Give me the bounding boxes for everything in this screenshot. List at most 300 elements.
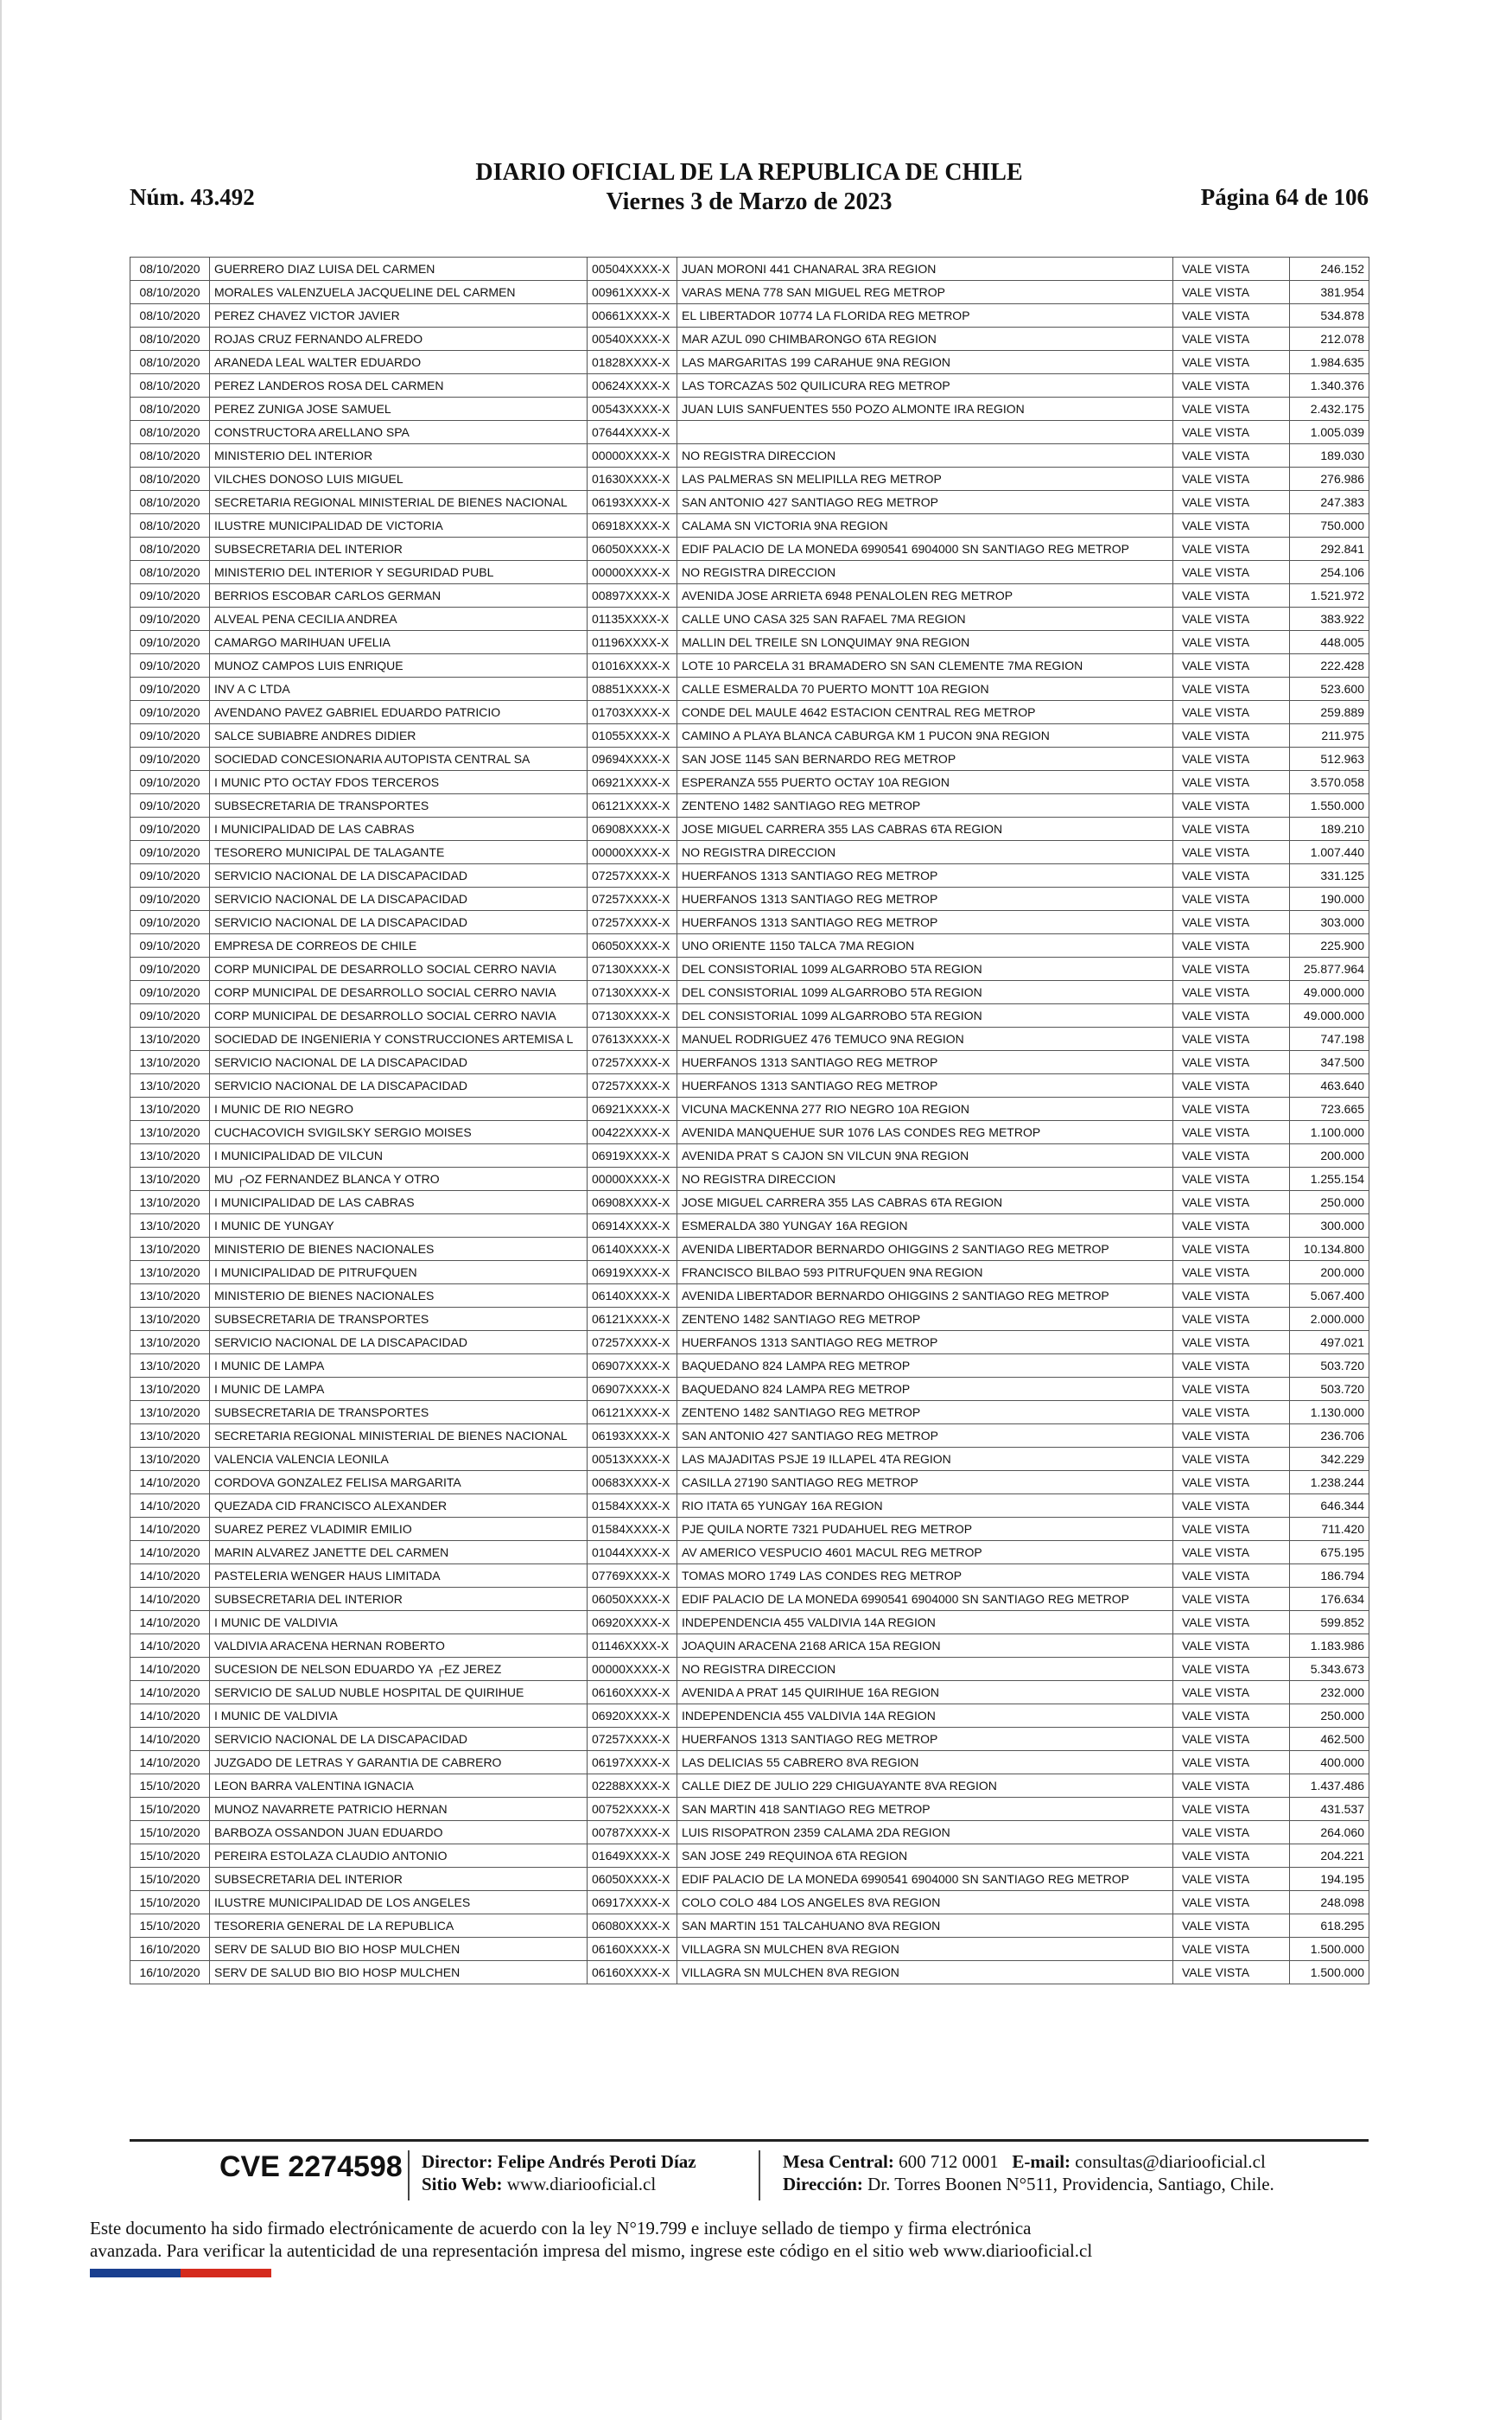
beneficiary-cell: MINISTERIO DEL INTERIOR [210,444,588,468]
amount-cell: 232.000 [1290,1681,1369,1704]
amount-cell: 1.437.486 [1290,1774,1369,1798]
beneficiary-cell: TESORERIA GENERAL DE LA REPUBLICA [210,1914,588,1938]
address-cell: CALLE ESMERALDA 70 PUERTO MONTT 10A REGION [677,678,1173,701]
beneficiary-cell: CORDOVA GONZALEZ FELISA MARGARITA [210,1471,588,1494]
address-cell: LAS TORCAZAS 502 QUILICURA REG METROP [677,374,1173,398]
date-cell: 08/10/2020 [130,491,210,514]
table-row [130,1844,1369,1868]
payment-type-cell: VALE VISTA [1173,1634,1290,1658]
address-cell: SAN MARTIN 151 TALCAHUANO 8VA REGION [677,1914,1173,1938]
beneficiary-cell: I MUNICIPALIDAD DE LAS CABRAS [210,1191,588,1214]
footer-contact-block [783,2150,1274,2195]
date-cell: 13/10/2020 [130,1191,210,1214]
payment-type-cell: VALE VISTA [1173,1611,1290,1634]
table-row [130,724,1369,748]
payment-type-cell: VALE VISTA [1173,1121,1290,1144]
rut-cell: 06919XXXX-X [588,1261,677,1284]
rut-cell: 06907XXXX-X [588,1378,677,1401]
address-line [783,2173,1274,2195]
table-row [130,841,1369,864]
address-label: Dirección: [783,2174,863,2194]
payment-type-cell: VALE VISTA [1173,281,1290,304]
date-cell: 13/10/2020 [130,1424,210,1448]
rut-cell: 06908XXXX-X [588,1191,677,1214]
payment-type-cell: VALE VISTA [1173,1214,1290,1238]
address-cell: HUERFANOS 1313 SANTIAGO REG METROP [677,911,1173,934]
table-row [130,398,1369,421]
date-cell: 13/10/2020 [130,1214,210,1238]
payment-type-cell: VALE VISTA [1173,444,1290,468]
date-cell: 08/10/2020 [130,444,210,468]
address-cell: ESMERALDA 380 YUNGAY 16A REGION [677,1214,1173,1238]
address-cell: EDIF PALACIO DE LA MONEDA 6990541 6904000 SN SANTIAGO REG METROP [677,1868,1173,1891]
payment-type-cell: VALE VISTA [1173,351,1290,374]
rut-cell: 09694XXXX-X [588,748,677,771]
date-cell: 09/10/2020 [130,794,210,818]
address-cell: AVENIDA A PRAT 145 QUIRIHUE 16A REGION [677,1681,1173,1704]
table-row [130,1611,1369,1634]
amount-cell: 1.238.244 [1290,1471,1369,1494]
address-cell: VARAS MENA 778 SAN MIGUEL REG METROP [677,281,1173,304]
beneficiary-cell: SUCESION DE NELSON EDUARDO YA ┌EZ JEREZ [210,1658,588,1681]
beneficiary-cell: ARANEDA LEAL WALTER EDUARDO [210,351,588,374]
table-row [130,1681,1369,1704]
payment-type-cell: VALE VISTA [1173,1494,1290,1518]
payment-type-cell: VALE VISTA [1173,1728,1290,1751]
amount-cell: 189.210 [1290,818,1369,841]
table-row [130,468,1369,491]
payment-type-cell: VALE VISTA [1173,958,1290,981]
date-cell: 14/10/2020 [130,1518,210,1541]
amount-cell: 534.878 [1290,304,1369,328]
payment-type-cell: VALE VISTA [1173,328,1290,351]
payment-type-cell: VALE VISTA [1173,258,1290,281]
amount-cell: 276.986 [1290,468,1369,491]
beneficiary-cell: SERVICIO NACIONAL DE LA DISCAPACIDAD [210,1728,588,1751]
header-center [130,158,1369,217]
beneficiary-cell: MORALES VALENZUELA JACQUELINE DEL CARMEN [210,281,588,304]
beneficiary-cell: SERVICIO DE SALUD NUBLE HOSPITAL DE QUIRIHUE [210,1681,588,1704]
address-cell: CASILLA 27190 SANTIAGO REG METROP [677,1471,1173,1494]
beneficiary-cell: PEREIRA ESTOLAZA CLAUDIO ANTONIO [210,1844,588,1868]
rut-cell: 00000XXXX-X [588,841,677,864]
amount-cell: 1.255.154 [1290,1168,1369,1191]
payment-type-cell: VALE VISTA [1173,1798,1290,1821]
date-cell: 14/10/2020 [130,1541,210,1564]
table-row [130,1144,1369,1168]
website-label: Sitio Web: [422,2174,503,2194]
rut-cell: 00000XXXX-X [588,444,677,468]
rut-cell: 01703XXXX-X [588,701,677,724]
rut-cell: 00422XXXX-X [588,1121,677,1144]
beneficiary-cell: ALVEAL PENA CECILIA ANDREA [210,608,588,631]
rut-cell: 07130XXXX-X [588,981,677,1004]
amount-cell: 300.000 [1290,1214,1369,1238]
issue-number: Núm. 43.492 [130,184,255,210]
payment-type-cell: VALE VISTA [1173,608,1290,631]
beneficiary-cell: PEREZ CHAVEZ VICTOR JAVIER [210,304,588,328]
rut-cell: 00000XXXX-X [588,1168,677,1191]
date-cell: 15/10/2020 [130,1798,210,1821]
date-cell: 13/10/2020 [130,1051,210,1074]
table-row [130,1261,1369,1284]
amount-cell: 200.000 [1290,1144,1369,1168]
payment-type-cell: VALE VISTA [1173,1284,1290,1308]
amount-cell: 711.420 [1290,1518,1369,1541]
beneficiary-cell: I MUNIC DE VALDIVIA [210,1611,588,1634]
payment-type-cell: VALE VISTA [1173,1144,1290,1168]
beneficiary-cell: SERVICIO NACIONAL DE LA DISCAPACIDAD [210,864,588,888]
beneficiary-cell: SERVICIO NACIONAL DE LA DISCAPACIDAD [210,911,588,934]
address-cell: JUAN MORONI 441 CHANARAL 3RA REGION [677,258,1173,281]
phone-label: Mesa Central: [783,2151,894,2172]
table-row [130,888,1369,911]
date-cell: 09/10/2020 [130,934,210,958]
amount-cell: 599.852 [1290,1611,1369,1634]
table-row [130,1331,1369,1354]
payment-type-cell: VALE VISTA [1173,1564,1290,1588]
rut-cell: 07130XXXX-X [588,1004,677,1028]
rut-cell: 00683XXXX-X [588,1471,677,1494]
table-row [130,1961,1369,1984]
address-cell: LUIS RISOPATRON 2359 CALAMA 2DA REGION [677,1821,1173,1844]
rut-cell: 06193XXXX-X [588,491,677,514]
phone-value: 600 712 0001 [899,2151,999,2172]
date-cell: 15/10/2020 [130,1774,210,1798]
beneficiary-cell: I MUNICIPALIDAD DE LAS CABRAS [210,818,588,841]
amount-cell: 189.030 [1290,444,1369,468]
table-row [130,818,1369,841]
beneficiary-cell: CORP MUNICIPAL DE DESARROLLO SOCIAL CERRO NAVIA [210,981,588,1004]
date-cell: 08/10/2020 [130,351,210,374]
table-row [130,538,1369,561]
beneficiary-cell: SERV DE SALUD BIO BIO HOSP MULCHEN [210,1938,588,1961]
address-cell: AVENIDA PRAT S CAJON SN VILCUN 9NA REGION [677,1144,1173,1168]
amount-cell: 246.152 [1290,258,1369,281]
amount-cell: 342.229 [1290,1448,1369,1471]
payment-type-cell: VALE VISTA [1173,1844,1290,1868]
director-line: Director: Felipe Andrés Peroti Díaz [422,2151,696,2172]
rut-cell: 06919XXXX-X [588,1144,677,1168]
date-cell: 08/10/2020 [130,304,210,328]
table-row [130,444,1369,468]
payment-type-cell: VALE VISTA [1173,1331,1290,1354]
address-cell: COLO COLO 484 LOS ANGELES 8VA REGION [677,1891,1173,1914]
address-cell: JUAN LUIS SANFUENTES 550 POZO ALMONTE IRA REGION [677,398,1173,421]
amount-cell: 250.000 [1290,1191,1369,1214]
rut-cell: 01828XXXX-X [588,351,677,374]
address-cell: TOMAS MORO 1749 LAS CONDES REG METROP [677,1564,1173,1588]
payments-table-wrap [130,257,1369,1984]
date-cell: 13/10/2020 [130,1028,210,1051]
table-row [130,654,1369,678]
amount-cell: 1.340.376 [1290,374,1369,398]
rut-cell: 07769XXXX-X [588,1564,677,1588]
date-cell: 13/10/2020 [130,1074,210,1098]
amount-cell: 463.640 [1290,1074,1369,1098]
date-cell: 13/10/2020 [130,1378,210,1401]
flag-red-band [181,2269,271,2277]
table-row [130,1121,1369,1144]
rut-cell: 00961XXXX-X [588,281,677,304]
rut-cell: 06193XXXX-X [588,1424,677,1448]
table-row [130,1028,1369,1051]
payment-type-cell: VALE VISTA [1173,771,1290,794]
address-cell: NO REGISTRA DIRECCION [677,841,1173,864]
date-cell: 09/10/2020 [130,981,210,1004]
address-cell: SAN JOSE 249 REQUINOA 6TA REGION [677,1844,1173,1868]
table-row [130,561,1369,584]
date-cell: 14/10/2020 [130,1728,210,1751]
address-cell: HUERFANOS 1313 SANTIAGO REG METROP [677,864,1173,888]
page-header [130,158,1369,219]
address-cell: HUERFANOS 1313 SANTIAGO REG METROP [677,1051,1173,1074]
disclaimer-line: avanzada. Para verificar la autenticidad de una representación impresa del mismo, ingrese este código en el sitio web www.diariooficial.cl [90,2240,1093,2261]
table-row [130,1308,1369,1331]
beneficiary-cell: MINISTERIO DE BIENES NACIONALES [210,1284,588,1308]
amount-cell: 2.000.000 [1290,1308,1369,1331]
address-cell: DEL CONSISTORIAL 1099 ALGARROBO 5TA REGION [677,1004,1173,1028]
rut-cell: 06197XXXX-X [588,1751,677,1774]
payment-type-cell: VALE VISTA [1173,678,1290,701]
address-cell: BAQUEDANO 824 LAMPA REG METROP [677,1378,1173,1401]
address-cell: UNO ORIENTE 1150 TALCA 7MA REGION [677,934,1173,958]
date-cell: 13/10/2020 [130,1284,210,1308]
payment-type-cell: VALE VISTA [1173,841,1290,864]
payment-type-cell: VALE VISTA [1173,654,1290,678]
table-row [130,748,1369,771]
date-cell: 09/10/2020 [130,584,210,608]
address-cell: HUERFANOS 1313 SANTIAGO REG METROP [677,888,1173,911]
chile-flag-stripe [90,2269,271,2277]
payment-type-cell: VALE VISTA [1173,748,1290,771]
amount-cell: 503.720 [1290,1354,1369,1378]
amount-cell: 383.922 [1290,608,1369,631]
address-cell: CALLE DIEZ DE JULIO 229 CHIGUAYANTE 8VA REGION [677,1774,1173,1798]
rut-cell: 01649XXXX-X [588,1844,677,1868]
beneficiary-cell: SERVICIO NACIONAL DE LA DISCAPACIDAD [210,1051,588,1074]
amount-cell: 1.550.000 [1290,794,1369,818]
rut-cell: 06160XXXX-X [588,1961,677,1984]
rut-cell: 00543XXXX-X [588,398,677,421]
payment-type-cell: VALE VISTA [1173,794,1290,818]
amount-cell: 1.500.000 [1290,1961,1369,1984]
date-cell: 14/10/2020 [130,1471,210,1494]
amount-cell: 222.428 [1290,654,1369,678]
rut-cell: 07257XXXX-X [588,1331,677,1354]
table-row [130,1868,1369,1891]
address-cell: AVENIDA LIBERTADOR BERNARDO OHIGGINS 2 SANTIAGO REG METROP [677,1238,1173,1261]
date-cell: 15/10/2020 [130,1844,210,1868]
beneficiary-cell: PASTELERIA WENGER HAUS LIMITADA [210,1564,588,1588]
payment-type-cell: VALE VISTA [1173,1378,1290,1401]
table-row [130,1051,1369,1074]
date-cell: 14/10/2020 [130,1564,210,1588]
table-row [130,1191,1369,1214]
payment-type-cell: VALE VISTA [1173,1518,1290,1541]
payment-type-cell: VALE VISTA [1173,1028,1290,1051]
amount-cell: 400.000 [1290,1751,1369,1774]
amount-cell: 675.195 [1290,1541,1369,1564]
amount-cell: 1.183.986 [1290,1634,1369,1658]
footer-separator [759,2150,760,2200]
amount-cell: 200.000 [1290,1261,1369,1284]
amount-cell: 211.975 [1290,724,1369,748]
table-row [130,1448,1369,1471]
table-row [130,1798,1369,1821]
beneficiary-cell: SUBSECRETARIA DE TRANSPORTES [210,1401,588,1424]
date-cell: 08/10/2020 [130,398,210,421]
rut-cell: 07644XXXX-X [588,421,677,444]
date-cell: 13/10/2020 [130,1098,210,1121]
date-cell: 08/10/2020 [130,468,210,491]
amount-cell: 25.877.964 [1290,958,1369,981]
address-cell: JOAQUIN ARACENA 2168 ARICA 15A REGION [677,1634,1173,1658]
payment-type-cell: VALE VISTA [1173,561,1290,584]
address-cell: MAR AZUL 090 CHIMBARONGO 6TA REGION [677,328,1173,351]
amount-cell: 225.900 [1290,934,1369,958]
address-cell: EDIF PALACIO DE LA MONEDA 6990541 6904000 SN SANTIAGO REG METROP [677,538,1173,561]
beneficiary-cell: MUNOZ NAVARRETE PATRICIO HERNAN [210,1798,588,1821]
rut-cell: 02288XXXX-X [588,1774,677,1798]
rut-cell: 06918XXXX-X [588,514,677,538]
footer-separator [408,2150,410,2200]
address-cell: ZENTENO 1482 SANTIAGO REG METROP [677,794,1173,818]
amount-cell: 250.000 [1290,1704,1369,1728]
amount-cell: 431.537 [1290,1798,1369,1821]
date-cell: 09/10/2020 [130,888,210,911]
date-cell: 16/10/2020 [130,1938,210,1961]
amount-cell: 523.600 [1290,678,1369,701]
rut-cell: 00752XXXX-X [588,1798,677,1821]
address-cell: CALLE UNO CASA 325 SAN RAFAEL 7MA REGION [677,608,1173,631]
rut-cell: 00000XXXX-X [588,561,677,584]
amount-cell: 1.005.039 [1290,421,1369,444]
beneficiary-cell: MUNOZ CAMPOS LUIS ENRIQUE [210,654,588,678]
publication-title: DIARIO OFICIAL DE LA REPUBLICA DE CHILE [475,159,1023,186]
beneficiary-cell: ROJAS CRUZ FERNANDO ALFREDO [210,328,588,351]
payments-table [130,257,1369,1984]
table-row [130,1634,1369,1658]
rut-cell: 06921XXXX-X [588,771,677,794]
date-cell: 14/10/2020 [130,1681,210,1704]
payment-type-cell: VALE VISTA [1173,1658,1290,1681]
date-cell: 09/10/2020 [130,1004,210,1028]
date-cell: 09/10/2020 [130,748,210,771]
date-cell: 16/10/2020 [130,1961,210,1984]
table-row [130,1424,1369,1448]
payment-type-cell: VALE VISTA [1173,1074,1290,1098]
beneficiary-cell: SOCIEDAD DE INGENIERIA Y CONSTRUCCIONES ARTEMISA L [210,1028,588,1051]
payment-type-cell: VALE VISTA [1173,514,1290,538]
table-row [130,1494,1369,1518]
payment-type-cell: VALE VISTA [1173,1004,1290,1028]
beneficiary-cell: MARIN ALVAREZ JANETTE DEL CARMEN [210,1541,588,1564]
rut-cell: 06050XXXX-X [588,538,677,561]
table-row [130,1541,1369,1564]
payment-type-cell: VALE VISTA [1173,491,1290,514]
amount-cell: 236.706 [1290,1424,1369,1448]
disclaimer-line: Este documento ha sido firmado electrónicamente de acuerdo con la ley N°19.799 e incluye sellado de tiempo y firma electrónica [90,2218,1032,2238]
table-row [130,1378,1369,1401]
address-cell: NO REGISTRA DIRECCION [677,444,1173,468]
beneficiary-cell: BARBOZA OSSANDON JUAN EDUARDO [210,1821,588,1844]
table-row [130,1518,1369,1541]
beneficiary-cell: PEREZ LANDEROS ROSA DEL CARMEN [210,374,588,398]
payment-type-cell: VALE VISTA [1173,934,1290,958]
table-row [130,771,1369,794]
amount-cell: 1.521.972 [1290,584,1369,608]
amount-cell: 194.195 [1290,1868,1369,1891]
payment-type-cell: VALE VISTA [1173,1891,1290,1914]
amount-cell: 503.720 [1290,1378,1369,1401]
amount-cell: 10.134.800 [1290,1238,1369,1261]
email-label: E-mail: [1012,2151,1071,2172]
table-row [130,1728,1369,1751]
date-cell: 08/10/2020 [130,538,210,561]
beneficiary-cell: I MUNIC DE RIO NEGRO [210,1098,588,1121]
date-cell: 09/10/2020 [130,841,210,864]
email-link[interactable]: consultas@diariooficial.cl [1075,2151,1266,2172]
rut-cell: 07257XXXX-X [588,1074,677,1098]
website-link[interactable]: www.diariooficial.cl [506,2174,657,2194]
table-row [130,1891,1369,1914]
rut-cell: 06050XXXX-X [588,1868,677,1891]
beneficiary-cell: MINISTERIO DEL INTERIOR Y SEGURIDAD PUBL [210,561,588,584]
rut-cell: 07257XXXX-X [588,1728,677,1751]
address-cell: RIO ITATA 65 YUNGAY 16A REGION [677,1494,1173,1518]
beneficiary-cell: INV A C LTDA [210,678,588,701]
beneficiary-cell: MU ┌OZ FERNANDEZ BLANCA Y OTRO [210,1168,588,1191]
rut-cell: 06050XXXX-X [588,1588,677,1611]
address-cell: DEL CONSISTORIAL 1099 ALGARROBO 5TA REGION [677,958,1173,981]
beneficiary-cell: I MUNICIPALIDAD DE PITRUFQUEN [210,1261,588,1284]
beneficiary-cell: AVENDANO PAVEZ GABRIEL EDUARDO PATRICIO [210,701,588,724]
date-cell: 14/10/2020 [130,1588,210,1611]
beneficiary-cell: QUEZADA CID FRANCISCO ALEXANDER [210,1494,588,1518]
payment-type-cell: VALE VISTA [1173,1191,1290,1214]
amount-cell: 292.841 [1290,538,1369,561]
amount-cell: 1.984.635 [1290,351,1369,374]
date-cell: 09/10/2020 [130,631,210,654]
rut-cell: 06140XXXX-X [588,1238,677,1261]
address-cell: JOSE MIGUEL CARRERA 355 LAS CABRAS 6TA REGION [677,1191,1173,1214]
beneficiary-cell: SUAREZ PEREZ VLADIMIR EMILIO [210,1518,588,1541]
beneficiary-cell: BERRIOS ESCOBAR CARLOS GERMAN [210,584,588,608]
rut-cell: 06140XXXX-X [588,1284,677,1308]
amount-cell: 618.295 [1290,1914,1369,1938]
payment-type-cell: VALE VISTA [1173,1681,1290,1704]
beneficiary-cell: SERV DE SALUD BIO BIO HOSP MULCHEN [210,1961,588,1984]
address-cell: VILLAGRA SN MULCHEN 8VA REGION [677,1938,1173,1961]
date-cell: 09/10/2020 [130,608,210,631]
amount-cell: 1.130.000 [1290,1401,1369,1424]
beneficiary-cell: PEREZ ZUNIGA JOSE SAMUEL [210,398,588,421]
amount-cell: 2.432.175 [1290,398,1369,421]
payment-type-cell: VALE VISTA [1173,701,1290,724]
beneficiary-cell: I MUNIC DE LAMPA [210,1354,588,1378]
payment-type-cell: VALE VISTA [1173,724,1290,748]
amount-cell: 381.954 [1290,281,1369,304]
date-cell: 13/10/2020 [130,1261,210,1284]
table-row [130,911,1369,934]
payment-type-cell: VALE VISTA [1173,1868,1290,1891]
date-cell: 08/10/2020 [130,514,210,538]
address-cell: NO REGISTRA DIRECCION [677,1168,1173,1191]
payment-type-cell: VALE VISTA [1173,1961,1290,1984]
table-row [130,1938,1369,1961]
table-row [130,864,1369,888]
